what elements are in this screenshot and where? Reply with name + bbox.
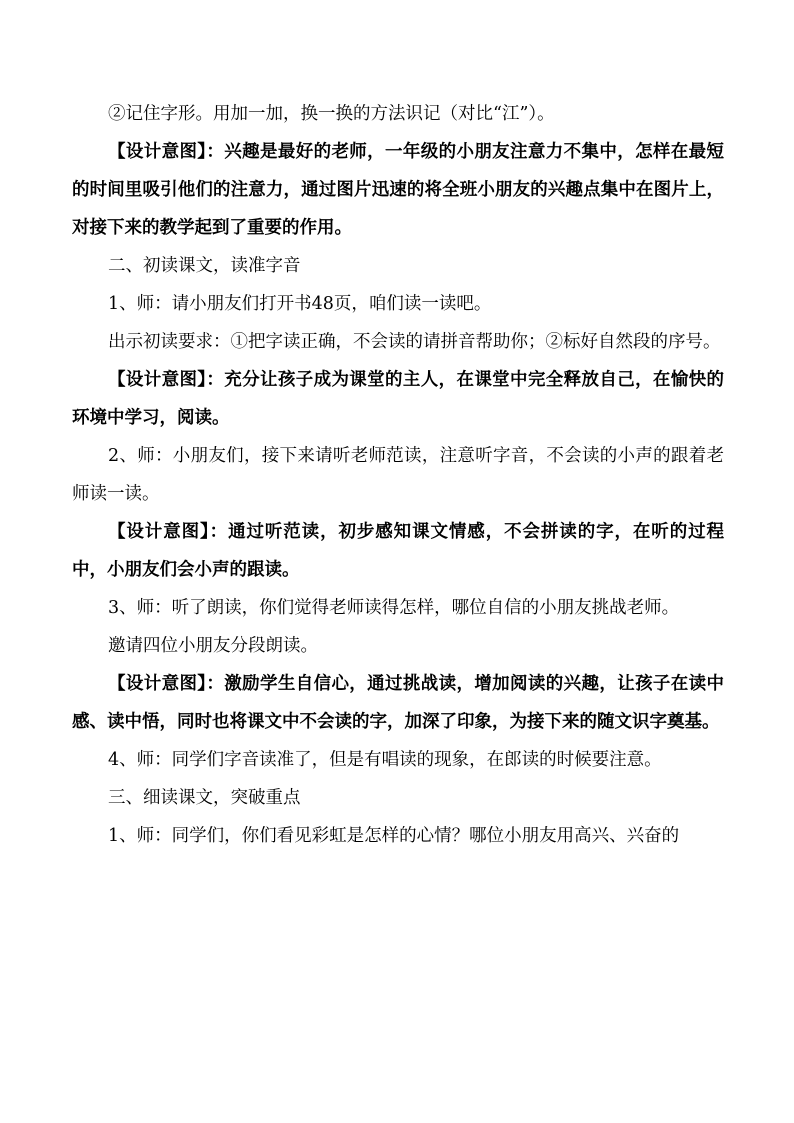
paragraph-step-2: 2、师：小朋友们，接下来请听老师范读，注意听字音，不会读的小声的跟着老师读一读。 xyxy=(72,446,724,504)
paragraph-step-3: 3、师：听了朗读，你们觉得老师读得怎样，哪位自信的小朋友挑战老师。 xyxy=(108,598,680,618)
paragraph-step-1: 1、师：请小朋友们打开书48页，咱们读一读吧。 xyxy=(108,294,492,314)
paragraph-recognize-glyph: ②记住字形。用加一加，换一换的方法识记（对比“江”）。 xyxy=(108,104,555,124)
design-intent-text: ：激励学生自信心，通过挑战读，增加阅读的兴趣，让孩子在读中感、读中悟，同时也将课文中不会读的字，加深了印象，为接下来的随文识字奠基。 xyxy=(72,674,725,732)
paragraph-step-1-detail: 1、师：同学们，你们看见彩虹是怎样的心情？哪位小朋友用高兴、兴奋的 xyxy=(108,826,680,846)
section-heading: 二、初读课文，读准字音 xyxy=(108,256,301,276)
paragraph-step-4: 4、师：同学们字音读准了，但是有唱读的现象，在郎读的时候要注意。 xyxy=(108,750,662,770)
design-intent-note xyxy=(72,665,724,741)
design-intent-tag: 【设计意图】 xyxy=(108,522,210,542)
paragraph-invite-reading: 邀请四位小朋友分段朗读。 xyxy=(108,636,318,656)
design-intent-note xyxy=(72,513,724,589)
design-intent-tag: 【设计意图】 xyxy=(108,674,207,694)
document-body xyxy=(72,95,724,855)
design-intent-text: ：通过听范读，初步感知课文情感，不会拼读的字，在听的过程中，小朋友们会小声的跟读。 xyxy=(72,522,725,580)
design-intent-text: ：充分让孩子成为课堂的主人，在课堂中完全释放自己，在愉快的环境中学习，阅读。 xyxy=(72,370,725,428)
section-heading: 三、细读课文，突破重点 xyxy=(108,788,301,808)
design-intent-tag: 【设计意图】 xyxy=(108,142,207,162)
design-intent-note xyxy=(72,361,724,437)
design-intent-text: ：兴趣是最好的老师，一年级的小朋友注意力不集中，怎样在最短的时间里吸引他们的注意力，通过图片迅速的将全班小朋友的兴趣点集中在图片上，对接下来的教学起到了重要的作用。 xyxy=(72,142,725,238)
paragraph-reading-requirements: 出示初读要求：①把字读正确，不会读的请拼音帮助你；②标好自然段的序号。 xyxy=(108,332,721,352)
design-intent-tag: 【设计意图】 xyxy=(108,370,207,390)
design-intent-note xyxy=(72,133,724,247)
